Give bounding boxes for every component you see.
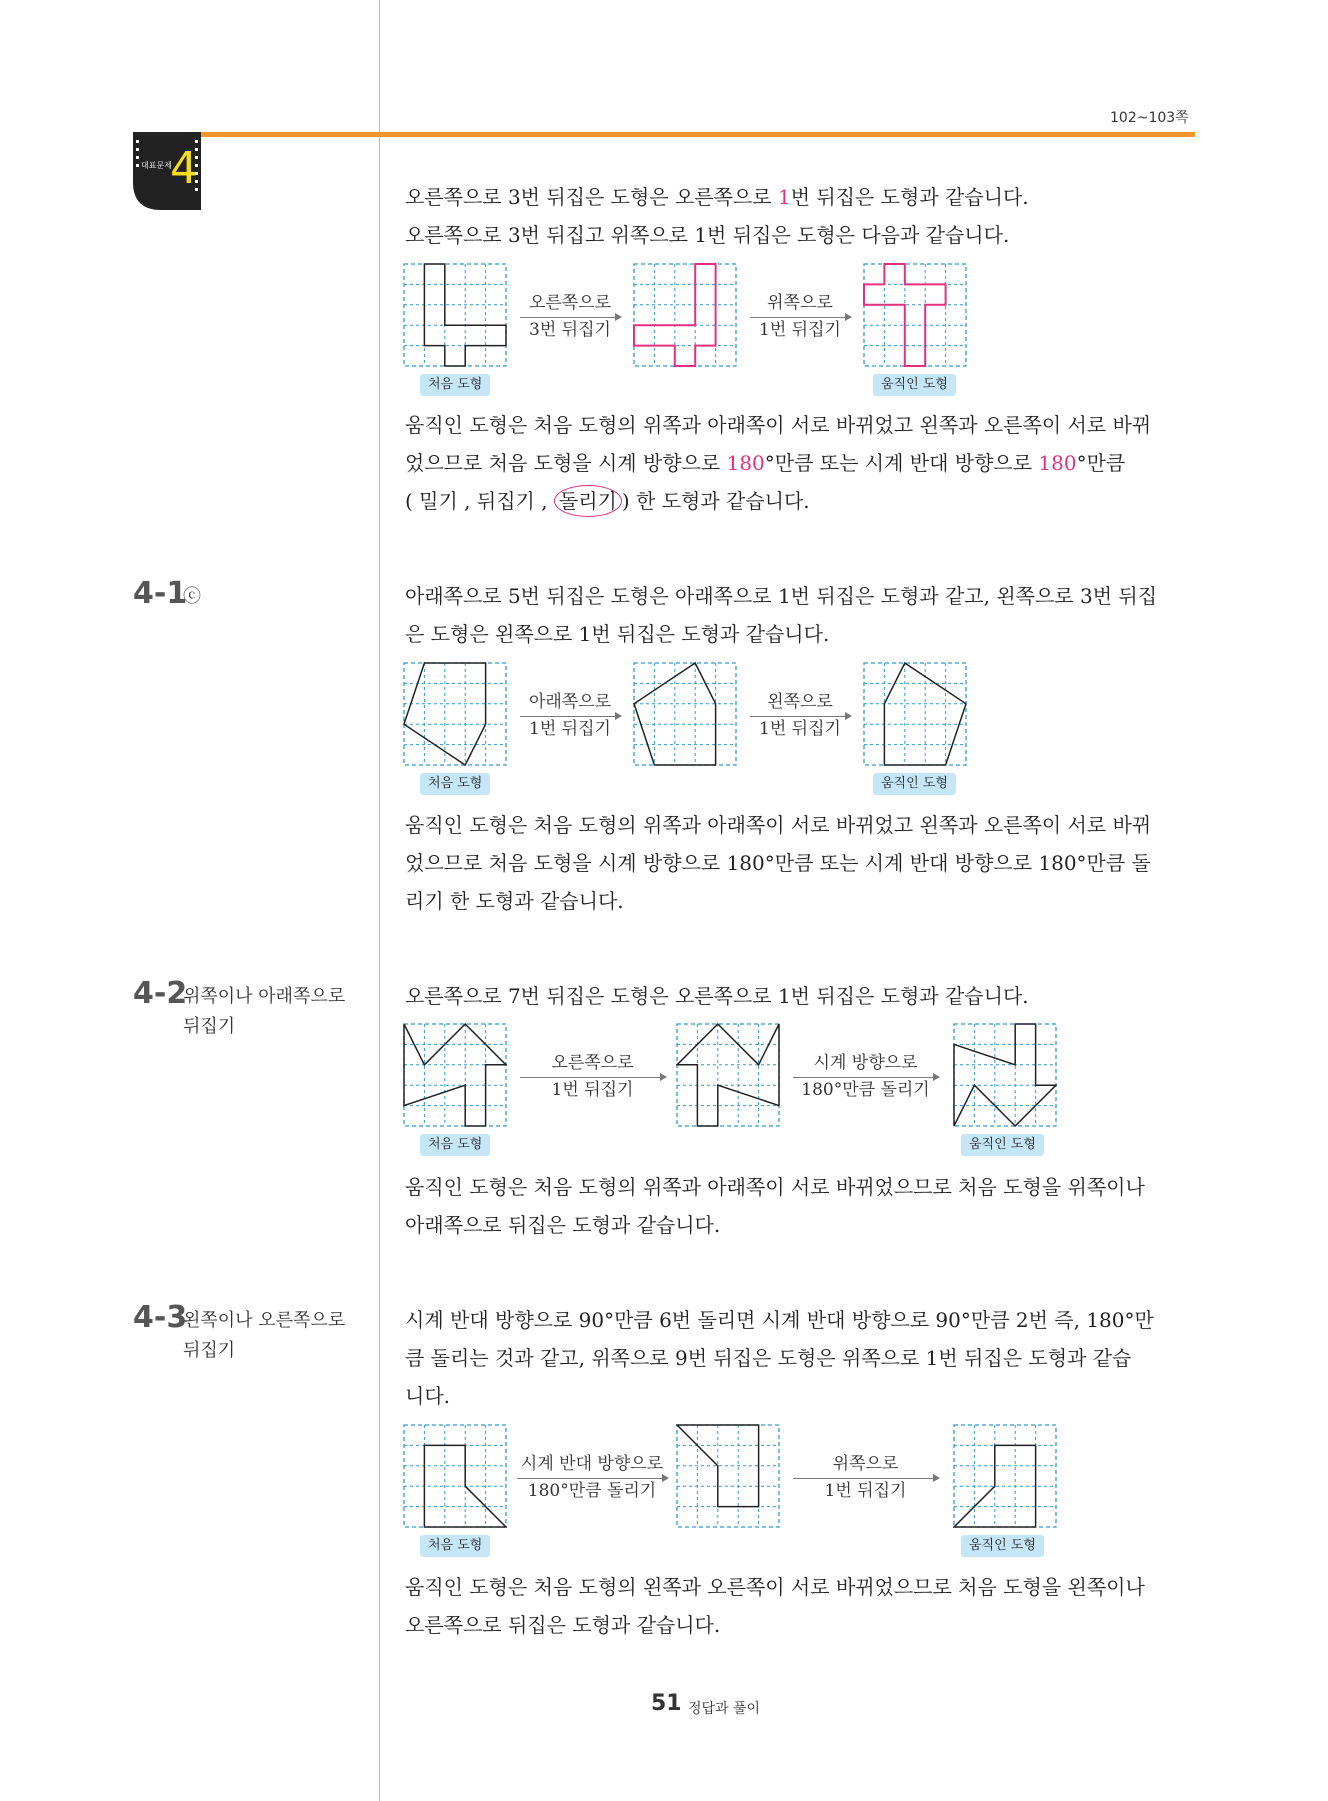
p41-grid-start: [403, 662, 507, 766]
p42-arrow2-label1: 시계 방향으로: [813, 1053, 918, 1073]
p42-arrow1-label1: 오른쪽으로: [551, 1053, 634, 1073]
p41-tag-end: 움직인 도형: [873, 773, 956, 795]
p41-line1: 아래쪽으로 5번 뒤집은 도형은 아래쪽으로 1번 뒤집은 도형과 같고, 왼쪽으로 3번 뒤집: [405, 584, 1158, 608]
p43-arrow1-label1: 시계 반대 방향으로: [520, 1454, 664, 1474]
s4-arrow2-label2: 1번 뒤집기: [759, 320, 841, 340]
p42-answer-line2: 뒤집기: [183, 1016, 236, 1037]
s4-exp1: 움직인 도형은 처음 도형의 위쪽과 아래쪽이 서로 바뀌었고 왼쪽과 오른쪽이 서로 바뀌: [405, 413, 1152, 437]
p42-arrow2-label2: 180°만큼 돌리기: [801, 1080, 930, 1100]
s4-tag-start: 처음 도형: [420, 374, 490, 396]
p41-grid-mid: [633, 662, 737, 766]
p43-tag-end: 움직인 도형: [961, 1535, 1044, 1557]
p43-label: 4-3: [133, 1300, 188, 1335]
p41-line2: 은 도형은 왼쪽으로 1번 뒤집은 도형과 같습니다.: [405, 622, 830, 646]
p43-arrow2-label2: 1번 뒤집기: [824, 1481, 907, 1501]
p42-grid-end: [953, 1023, 1057, 1127]
s4-arrow1-label1: 오른쪽으로: [528, 293, 612, 313]
answer-circle: 돌리기: [554, 485, 622, 517]
p41-exp1: 움직인 도형은 처음 도형의 위쪽과 아래쪽이 서로 바뀌었고 왼쪽과 오른쪽이 서로 바뀌: [405, 813, 1152, 837]
p42-arrow1-label2: 1번 뒤집기: [551, 1080, 634, 1100]
p41-exp2: 었으므로 처음 도형을 시계 방향으로 180°만큼 또는 시계 반대 방향으로 180°만큼 돌: [405, 851, 1151, 875]
s4-exp3: ( 밀기 , 뒤집기 , 돌리기 ) 한 도형과 같습니다.: [405, 482, 1195, 520]
p43-grid-mid: [676, 1424, 780, 1528]
s4-grid-end: [863, 263, 967, 367]
footer-label: 정답과 풀이: [688, 1701, 761, 1717]
p41-label: 4-1: [133, 576, 188, 611]
header-rule: [133, 132, 1195, 137]
column-divider: [379, 0, 380, 1801]
p41-grid-end: [863, 662, 967, 766]
badge-number: 4: [170, 143, 198, 194]
p43-line2: 큼 돌리는 것과 같고, 위쪽으로 9번 뒤집은 도형은 위쪽으로 1번 뒤집은 도형과 같습: [405, 1346, 1132, 1370]
s4-grid-mid: [633, 263, 737, 367]
p41-arrow2-label2: 1번 뒤집기: [759, 719, 841, 739]
p43-grid-start: [403, 1424, 507, 1528]
s4-tag-end: 움직인 도형: [873, 374, 956, 396]
s4-arrow2-label1: 위쪽으로: [767, 293, 833, 313]
p42-tag-start: 처음 도형: [420, 1134, 490, 1156]
s4-line2: 오른쪽으로 3번 뒤집고 위쪽으로 1번 뒤집은 도형은 다음과 같습니다.: [405, 223, 1010, 247]
p42-exp1: 움직인 도형은 처음 도형의 위쪽과 아래쪽이 서로 바뀌었으므로 처음 도형을 위쪽이나: [405, 1175, 1145, 1199]
p41-arrow2-label1: 왼쪽으로: [767, 692, 833, 712]
p43-arrow1-label2: 180°만큼 돌리기: [527, 1481, 657, 1501]
p43-tag-start: 처음 도형: [420, 1535, 490, 1557]
p43-answer-line2: 뒤집기: [183, 1340, 236, 1361]
p41-exp3: 리기 한 도형과 같습니다.: [405, 889, 624, 913]
p41-tag-start: 처음 도형: [420, 773, 490, 795]
s4-arrow1-label2: 3번 뒤집기: [529, 320, 611, 340]
p43-exp2: 오른쪽으로 뒤집은 도형과 같습니다.: [405, 1613, 721, 1637]
p42-grid-start: [403, 1023, 507, 1127]
p42-grid-mid: [676, 1023, 780, 1127]
p42-answer-line1: 위쪽이나 아래쪽으로: [183, 986, 346, 1007]
p43-line3: 니다.: [405, 1384, 450, 1408]
badge-label: 대표문제: [141, 161, 172, 170]
s4-exp2: 었으므로 처음 도형을 시계 방향으로 180°만큼 또는 시계 반대 방향으로 180°만큼: [405, 451, 1126, 475]
p43-line1: 시계 반대 방향으로 90°만큼 6번 돌리면 시계 반대 방향으로 90°만큼 2번 즉, 180°만: [405, 1308, 1154, 1332]
p43-exp1: 움직인 도형은 처음 도형의 왼쪽과 오른쪽이 서로 바뀌었으므로 처음 도형을 왼쪽이나: [405, 1575, 1145, 1599]
s4-grid-start: [403, 263, 507, 367]
page-reference: 102~103쪽: [1110, 110, 1189, 126]
s4-line1: 오른쪽으로 3번 뒤집은 도형은 오른쪽으로 1번 뒤집은 도형과 같습니다.: [405, 185, 1029, 209]
p42-tag-end: 움직인 도형: [961, 1134, 1044, 1156]
p43-answer-line1: 왼쪽이나 오른쪽으로: [183, 1310, 346, 1331]
p41-arrow1-label1: 아래쪽으로: [528, 692, 612, 712]
p42-line1: 오른쪽으로 7번 뒤집은 도형은 오른쪽으로 1번 뒤집은 도형과 같습니다.: [405, 984, 1029, 1008]
p42-label: 4-2: [133, 976, 188, 1011]
page-number: 51: [651, 1691, 682, 1716]
p41-answer: ⓒ: [183, 586, 201, 607]
p43-arrow2-label1: 위쪽으로: [832, 1454, 899, 1474]
p43-grid-end: [953, 1424, 1057, 1528]
p41-arrow1-label2: 1번 뒤집기: [529, 719, 611, 739]
p42-exp2: 아래쪽으로 뒤집은 도형과 같습니다.: [405, 1213, 721, 1237]
